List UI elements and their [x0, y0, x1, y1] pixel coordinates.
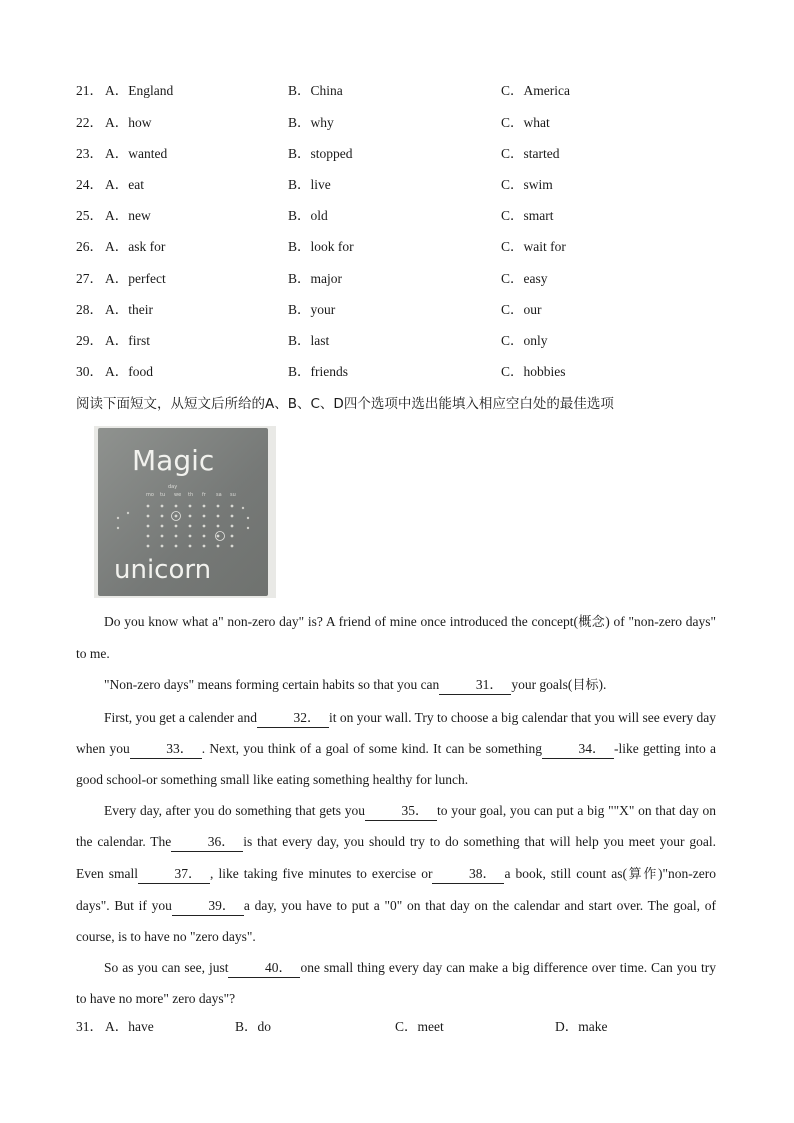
option-b[interactable]: B．major — [288, 271, 342, 286]
calendar-day-dot — [147, 545, 150, 548]
paragraph-5 — [76, 952, 716, 1014]
calendar-day-dot — [175, 535, 178, 538]
reading-passage — [76, 606, 716, 1015]
calendar-day-dot — [231, 525, 234, 528]
option-b[interactable]: B．look for — [288, 239, 354, 254]
question-row — [76, 175, 756, 195]
calendar-day-dot — [217, 505, 220, 508]
weekday-label: su — [230, 492, 236, 498]
decorative-dot — [242, 507, 244, 509]
option-c[interactable]: C．only — [501, 333, 548, 348]
question-number: 29． — [76, 333, 103, 348]
option-c[interactable]: C．wait for — [501, 239, 566, 254]
option-c[interactable]: C．our — [501, 302, 542, 317]
calendar-day-dot — [147, 505, 150, 508]
blank-35[interactable]: 35． — [365, 802, 437, 821]
question-number: 23． — [76, 146, 103, 161]
calendar-day-dot — [189, 535, 192, 538]
paragraph-4 — [76, 795, 716, 952]
blank-40[interactable]: 40． — [228, 959, 300, 978]
p4-text-b: to your goal, you can put a big ""X" on that day on the calendar. The — [76, 803, 716, 850]
option-a[interactable]: A．ask for — [105, 239, 166, 254]
question-number: 22． — [76, 115, 103, 130]
weekday-label: th — [188, 492, 194, 498]
p3-text-c: . Next, you think of a goal of some kind. It can be something — [201, 740, 542, 756]
calendar-day-dot — [175, 525, 178, 528]
question-number: 21． — [76, 83, 103, 98]
reading-instruction: 阅读下面短文，从短文后所给的A、B、C、D四个选项中选出能填入相应空白处的最佳选项 — [76, 396, 614, 412]
calendar-day-dot — [203, 515, 206, 518]
question-number: 30． — [76, 364, 103, 379]
decorative-dot — [247, 517, 249, 519]
calendar-day-dot — [217, 525, 220, 528]
p1-text-a: Do you know what a" non-zero day" is? A friend of mine once introduced the concept( — [104, 614, 578, 629]
p1-text-b: ) of "non-zero days" to me. — [76, 614, 716, 662]
question-row — [76, 206, 756, 226]
blank-36[interactable]: 36． — [171, 833, 243, 852]
weekday-label: sa — [216, 492, 222, 498]
calendar-day-dot — [189, 525, 192, 528]
image-title-text: Magic — [132, 444, 215, 477]
calendar-day-dot — [203, 525, 206, 528]
option-b[interactable]: B．China — [288, 83, 343, 98]
p4-text-d: , like taking five minutes to exercise or — [210, 865, 433, 881]
calendar-day-dot — [147, 525, 150, 528]
p3-text-a: First, you get a calender and — [104, 709, 257, 725]
blank-31[interactable]: 31． — [439, 676, 511, 695]
option-a[interactable]: A．their — [105, 302, 153, 317]
p4-text-c: is that every day, you should try to do something that will help you meet your goal. Even small — [76, 834, 716, 881]
p4-text-a: Every day, after you do something that gets you — [104, 803, 365, 819]
option-b[interactable]: B．your — [288, 302, 336, 317]
calendar-day-dot — [189, 545, 192, 548]
option-a[interactable]: A．eat — [105, 177, 144, 192]
question-row — [76, 300, 756, 320]
calendar-day-dot — [189, 515, 192, 518]
image-caption-text: unicorn — [114, 555, 212, 585]
paragraph-1 — [76, 606, 716, 669]
question-row — [76, 144, 756, 164]
blank-38[interactable]: 38． — [432, 865, 504, 884]
calendar-day-dot — [231, 515, 234, 518]
p3-text-d: -like getting into a good school-or something small like eating something healthy for lunch. — [76, 740, 717, 788]
paragraph-2 — [76, 669, 716, 701]
calendar-day-dot — [161, 545, 164, 548]
option-b[interactable]: B．live — [288, 177, 331, 192]
option-a[interactable]: A．food — [105, 364, 153, 379]
calendar-day-dot — [189, 505, 192, 508]
option-b[interactable]: B．why — [288, 115, 334, 130]
calendar-day-dot — [231, 535, 234, 538]
paragraph-3 — [76, 702, 716, 796]
question-row — [76, 113, 756, 133]
calendar-photo-svg — [98, 428, 268, 596]
decorative-dot — [127, 512, 129, 514]
calendar-day-dot — [203, 535, 206, 538]
decorative-dot — [117, 527, 119, 529]
p4-chinese-gloss: 算作 — [626, 866, 659, 882]
calendar-day-dot — [161, 515, 164, 518]
weekday-label: tu — [160, 492, 166, 498]
calendar-day-dot — [161, 535, 164, 538]
option-d[interactable]: D．make — [555, 1019, 608, 1034]
p3-text-b: it on your wall. Try to choose a big calendar that you will see every day when you — [76, 709, 716, 756]
question-number: 31． — [76, 1019, 103, 1034]
calendar-day-dot — [203, 505, 206, 508]
option-b[interactable]: B．last — [288, 333, 330, 348]
option-c[interactable]: C．started — [501, 146, 560, 161]
question-31-options — [76, 1017, 736, 1037]
option-a[interactable]: A．wanted — [105, 146, 168, 161]
question-number: 27． — [76, 271, 103, 286]
option-c[interactable]: C．smart — [501, 208, 554, 223]
option-c[interactable]: C．America — [501, 83, 570, 98]
blank-32[interactable]: 32． — [257, 709, 329, 728]
calendar-day-dot — [231, 505, 234, 508]
p4-text-f: )"non-zero days". But if you — [76, 865, 716, 913]
decorative-dot — [117, 517, 119, 519]
calendar-day-dot — [161, 525, 164, 528]
blank-37[interactable]: 37． — [138, 865, 210, 884]
magic-unicorn-calendar-image — [94, 426, 276, 598]
p2-chinese-gloss: 目标 — [572, 678, 599, 694]
question-number: 24． — [76, 177, 103, 192]
p2-text-c: ). — [598, 677, 607, 693]
option-a[interactable]: A．England — [105, 83, 174, 98]
weekday-label: fr — [202, 492, 206, 498]
option-a[interactable]: A．perfect — [105, 271, 166, 286]
question-row — [76, 237, 756, 257]
option-a[interactable]: A．first — [105, 333, 150, 348]
calendar-day-dot — [217, 545, 220, 548]
calendar-day-dot — [203, 545, 206, 548]
blank-34[interactable]: 34． — [542, 740, 614, 759]
p4-text-g: a day, you have to put a "0" on that day on the calendar and start over. The goal, of course, is to have no "zero days". — [76, 897, 716, 945]
weekday-label: mo — [146, 492, 154, 498]
option-c[interactable]: C．hobbies — [501, 364, 566, 379]
question-row — [76, 362, 756, 382]
option-c[interactable]: C．easy — [501, 271, 548, 286]
calendar-grid — [117, 492, 249, 547]
calendar-day-dot — [175, 515, 178, 518]
question-row — [76, 269, 756, 289]
question-row — [76, 331, 756, 351]
p2-text-a: "Non-zero days" means forming certain habits so that you can — [104, 677, 440, 693]
option-a[interactable]: A．how — [105, 115, 152, 130]
calendar-day-dot — [147, 535, 150, 538]
calendar-day-dot — [147, 515, 150, 518]
p2-text-b: your goals( — [511, 677, 573, 693]
calendar-day-dot — [231, 545, 234, 548]
decorative-dot — [247, 527, 249, 529]
option-c[interactable]: C．swim — [501, 177, 553, 192]
option-c[interactable]: C．what — [501, 115, 550, 130]
p5-text-b: one small thing every day can make a big difference over time. Can you try to have no more" zero days"? — [76, 960, 716, 1007]
p4-text-e: a book, still count as( — [504, 865, 627, 881]
weekday-label: we — [174, 492, 182, 498]
option-b[interactable]: B．do — [235, 1019, 272, 1034]
calendar-day-dot — [217, 515, 220, 518]
option-a[interactable]: A．have — [105, 1019, 154, 1034]
blank-33[interactable]: 33． — [130, 740, 202, 759]
option-b[interactable]: B．old — [288, 208, 328, 223]
calendar-day-dot — [217, 535, 220, 538]
option-b[interactable]: B．friends — [288, 364, 348, 379]
calendar-day-dot — [161, 505, 164, 508]
question-number: 28． — [76, 302, 103, 317]
p1-chinese-gloss: 概念 — [577, 615, 606, 630]
calendar-day-dot — [175, 545, 178, 548]
option-c[interactable]: C．meet — [395, 1019, 444, 1034]
question-row — [76, 81, 756, 101]
question-number: 25． — [76, 208, 103, 223]
blank-39[interactable]: 39． — [172, 897, 244, 916]
p5-text-a: So as you can see, just — [104, 960, 229, 976]
question-number: 26． — [76, 239, 103, 254]
option-a[interactable]: A．new — [105, 208, 151, 223]
calendar-day-dot — [175, 505, 178, 508]
image-header-text: day — [168, 484, 178, 490]
option-b[interactable]: B．stopped — [288, 146, 353, 161]
